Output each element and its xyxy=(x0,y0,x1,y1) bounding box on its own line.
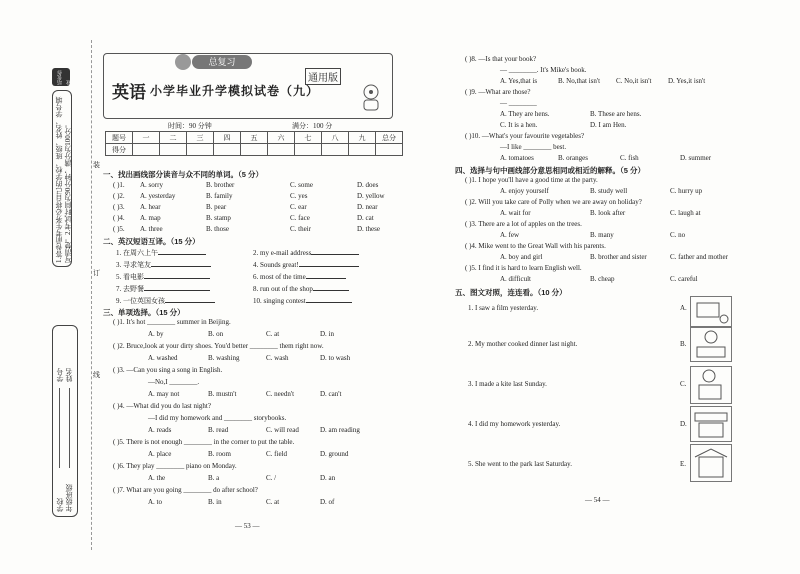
section-4-title: 四、选择与句中画线部分意思相同或相近的解释。（5 分） xyxy=(455,166,646,175)
strip-label-badge xyxy=(52,68,70,86)
clown-icon xyxy=(358,82,384,112)
film-picture-icon xyxy=(690,296,732,328)
strip-label: 培优作业 xyxy=(58,70,72,85)
match-sentence-1[interactable]: 1. I saw a film yesterday. xyxy=(468,304,539,312)
exam-title: 小学毕业升学模拟试卷（九） xyxy=(150,84,320,98)
score-table xyxy=(105,131,403,156)
match-sentence-3[interactable]: 3. I made a kite last Sunday. xyxy=(468,380,547,388)
section-5-title: 五、图文对照，连连看。（10 分） xyxy=(455,288,567,297)
score-table-header-row: 题号 一 二 三 四 五 六 七 八 九 总分 xyxy=(106,132,403,144)
cut-mark-3: 线 xyxy=(93,371,100,379)
section-3-title: 三、单项选择。（15 分） xyxy=(103,308,185,317)
match-sentence-4[interactable]: 4. I did my homework yesterday. xyxy=(468,420,561,428)
match-label-a[interactable]: A. xyxy=(680,304,687,312)
match-label-c[interactable]: C. xyxy=(680,380,687,388)
binding-strip xyxy=(52,60,88,530)
match-label-b[interactable]: B. xyxy=(680,340,687,348)
homework-picture-icon xyxy=(690,326,732,362)
subject-title: 英语 xyxy=(112,83,146,102)
bee-icon xyxy=(175,54,191,70)
notes-box xyxy=(52,90,72,267)
cut-mark-1: 装 xyxy=(93,161,100,169)
section-2-title: 二、英汉短语互译。（15 分） xyxy=(103,237,200,246)
cut-mark-2: 订 xyxy=(93,269,100,277)
match-sentence-2[interactable]: 2. My mother cooked dinner last night. xyxy=(468,340,578,348)
match-label-d[interactable]: D. xyxy=(680,420,687,428)
version-badge: 通用版 xyxy=(305,68,341,85)
section-1-title: 一、找出画线部分读音与众不同的单词。（5 分） xyxy=(103,170,264,179)
score-table-score-row: 得分 xyxy=(106,144,403,156)
student-info-box xyxy=(52,325,78,517)
cinema-picture-icon xyxy=(690,406,732,442)
notes-text: 1.答卷前考生务必将自己的学校、班级、姓名、学号填写清楚。2.考试时间为90分钟，满分为100分。 xyxy=(55,96,72,263)
binding-line xyxy=(91,40,92,550)
exam-time: 时间：90 分钟 xyxy=(168,122,212,130)
field-school: 学校 xyxy=(56,498,64,512)
page-number-right: — 54 — xyxy=(585,496,610,504)
field-number: 学号 xyxy=(56,368,64,382)
page-number-left: — 53 — xyxy=(235,522,260,530)
cooking-picture-icon xyxy=(690,366,732,404)
exam-sheet: 1.答卷前考生务必将自己的学校、班级、姓名、学号填写清楚。2.考试时间为90分钟，满分为100分。 培优作业 学校 年级班级 学号 姓名 装 订 线 总复习 通用版 英语 小学毕业升学模拟试卷（九） 时间：90 分钟 满分：100 分 题号 一 二 三 四 五 六 七 八 九 总分 得分 一、找出画线部分读音与众不同的单词。（5 分） ( )1. A. sorry B. brother C. some D. does ( )2. A. yesterday B. family C. yes D. yellow ( )3. A. hear B. pear C. ear D. near ( )4. A. map B. stamp C. face D. cat ( )5. A. three B. those C. their D. these 二、英汉短语互译。（15 分） 1. 在周六上午 2. my e-mail address 3. 寻求笔友 4. Sounds great! 5. 看电影 6. most of the time 7. 去野餐 8. run out of the shop 9. 一位英国女孩 10. singing contest 三、单项选择。（15 分） ( )1. It's hot ________ summer in Beijing. A. by B. on C. at D. in ( )2. Bruce,look at your dirty shoes. You'd better ________ them right now. A. washed B. washing C. wash D. to wash ( )3. —Can you sing a song in English. —No,I ________. A. may not B. mustn't C. needn't D. can't ( )4. —What did you do last night? —I did my homework and ________ storybooks. A. reads B. read C. will read D. am reading ( )5. There is not enough ________ in the corner to put the table. A. place B. room C. field D. ground ( )6. They play ________ piano on Monday. A. the B. a C. / D. an ( )7. What are you going ________ do after school? A. to B. in C. at D. of — 53 — ( )8. —Is that your book? — ________. It's Mike's book. A. Yes,that is B. No,that isn't C. No,it isn't D. Yes,it isn't ( )9. —What are those? — ________ A. They are hens. B. These are hens. C. It is a hen. D. I am Hen. ( )10. —What's your favourite vegetables? —I like ________ best. A. tomatoes B. oranges C. fish D. summer 四、选择与句中画线部分意思相同或相近的解释。（5 分） ( )1. I hope you'll have a good time at the party. A. enjoy yourself B. study well C. hurry up ( )2. Will you take care of Polly when we are away on holiday? A. wait for B. look after C. laugh at ( )3. There are a lot of apples on the trees. A. few B. many C. no ( )4. Mike went to the Great Wall with his parents. A. boy and girl B. brother and sister C. father and mother ( )5. I find it is hard to learn English well. A. difficult B. cheap C. careful 五、图文对照，连连看。（10 分） 1. I saw a film yesterday. A. 2. My mother cooked dinner last night. B. 3. I made a kite last Sunday. C. 4. I did my homework yesterday. D. 5. She went to the park last Saturday. E. — 54 — xyxy=(0,0,800,574)
park-gate-picture-icon xyxy=(690,444,732,482)
full-score: 满分：100 分 xyxy=(292,122,333,130)
field-name: 姓名 xyxy=(65,368,73,382)
review-banner: 总复习 xyxy=(192,55,252,69)
match-sentence-5[interactable]: 5. She went to the park last Saturday. xyxy=(468,460,572,468)
match-label-e[interactable]: E. xyxy=(680,460,687,468)
field-class: 年级班级 xyxy=(65,484,73,512)
